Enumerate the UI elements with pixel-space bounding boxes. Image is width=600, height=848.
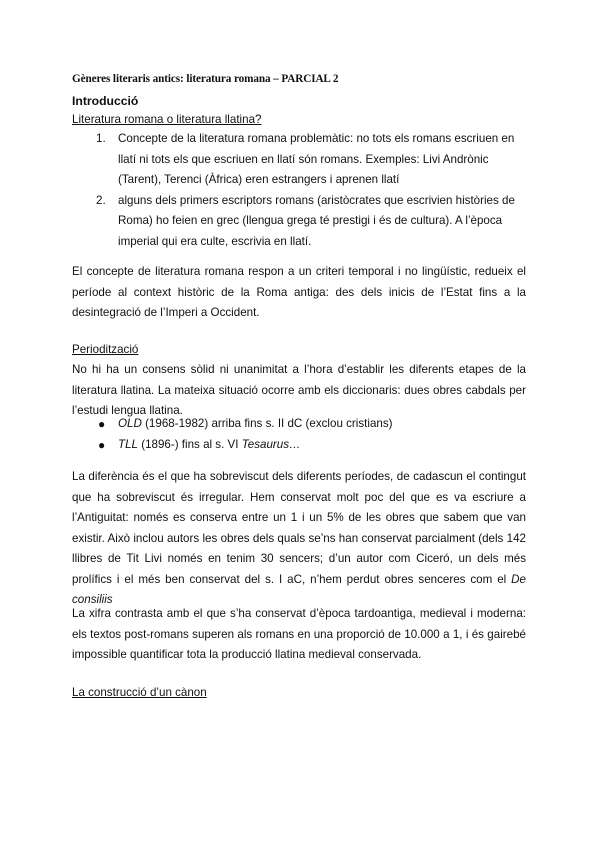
list-number: 2. bbox=[96, 193, 106, 207]
bullet-text: (1968-1982) arriba fins s. II dC (exclou cristians) bbox=[141, 417, 393, 430]
list-item bbox=[96, 129, 528, 191]
subheading-periodització: Periodització bbox=[72, 343, 139, 356]
work-title: De consiliis bbox=[72, 572, 526, 606]
list-item bbox=[96, 191, 528, 253]
bullet-list bbox=[96, 414, 393, 455]
paragraph-diferència-text: La diferència és el que ha sobreviscut dels diferents períodes, de cadascun el contingut que ha sobreviscut és irregular. Hem conservat molt poc del que es va escriure a l’Antiguitat: només es conserva entre un 1 i un 5% de les obres que sabem que van existir. Això inclou autors les obres dels quals se’ns han conservat parcialment (dels 142 llibres de Tit Livi només en tenim 30 sencers; d’un autor com Ciceró, un dels més prolífics i el més ben conservat del s. I aC, n’hem perdut obres senceres com el bbox=[72, 470, 526, 586]
paragraph-diferència bbox=[72, 467, 526, 611]
subheading-canon: La construcció d’un cànon bbox=[72, 686, 207, 699]
numbered-list bbox=[96, 129, 528, 252]
subheading-literatura: Literatura romana o literatura llatina? bbox=[72, 113, 262, 126]
bullet-title: Tesaurus… bbox=[241, 437, 301, 451]
list-item-text: alguns dels primers escriptors romans (aristòcrates que escrivien històries de Roma) ho feien en grec (llengua grega té prestigi i és de cultura). A l’època imperial qui era culte, escrivia en llatí. bbox=[118, 193, 515, 248]
bullet-icon: ● bbox=[98, 417, 106, 431]
list-item-text: Concepte de la literatura romana problemàtic: no tots els romans escriuen en llatí ni tots els que escriuen en llatí són romans. Exemples: Livi Andrònic (Tarent), Terenci (Àfrica) eren estrangers i aprenen llatí bbox=[118, 132, 515, 186]
paragraph-periodització: No hi ha un consens sòlid ni unanimitat a l’hora d’establir les diferents etapes de la literatura llatina. La mateixa situació ocorre amb els diccionaris: dues obres cabdals per l’estudi lengua llatina. bbox=[72, 363, 526, 417]
bullet-abbrev: TLL bbox=[118, 437, 138, 451]
section-title: Introducció bbox=[72, 94, 139, 108]
bullet-item bbox=[96, 435, 393, 456]
document-header: Gèneres literaris antics: literatura romana – PARCIAL 2 bbox=[72, 73, 339, 85]
paragraph-concepte: El concepte de literatura romana respon a un criteri temporal i no lingüístic, redueix el període al context històric de la Roma antiga: des dels inicis de l’Estat fins a la desintegració de l’Imperi a Occident. bbox=[72, 265, 526, 319]
list-number: 1. bbox=[96, 132, 106, 145]
bullet-item bbox=[96, 414, 393, 435]
bullet-icon: ● bbox=[98, 437, 106, 452]
paragraph-xifra: La xifra contrasta amb el que s’ha conservat d’època tardoantiga, medieval i moderna: els textos post-romans superen als romans en una proporció de 10.000 a 1, i és gairebé impossible quantificar tota la producció llatina medieval conservada. bbox=[72, 607, 526, 661]
bullet-text: (1896-) fins al s. VI bbox=[137, 437, 242, 451]
bullet-abbrev: OLD bbox=[118, 417, 142, 430]
